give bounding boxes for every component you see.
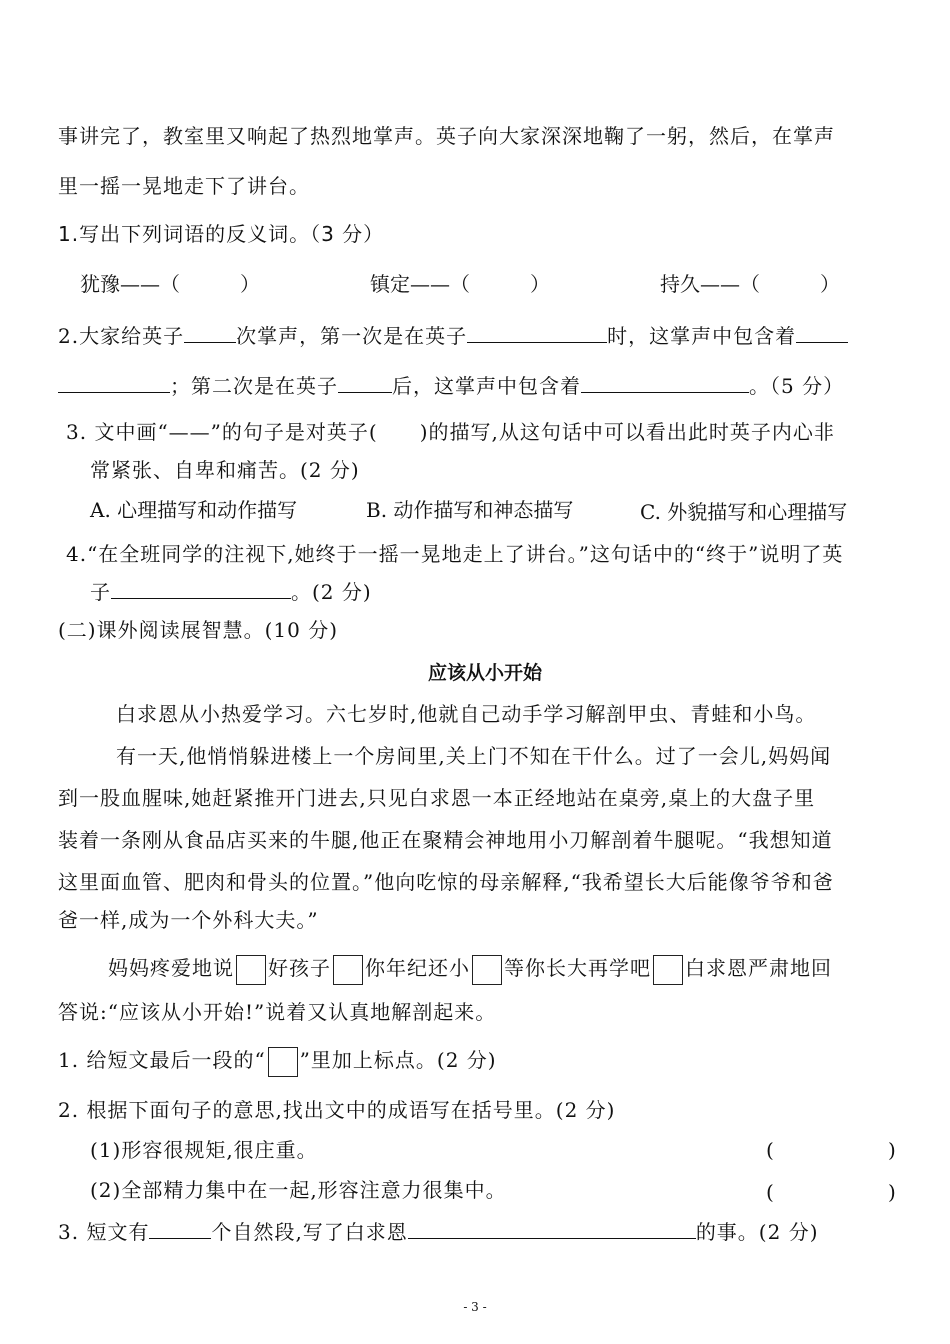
q2-blank-count[interactable] — [184, 322, 236, 343]
para1: 白求恩从小热爱学习。六七岁时,他就自己动手学习解剖甲虫、青蛙和小鸟。 — [116, 702, 817, 726]
b-q1-part-1: 1. 给短文最后一段的“ — [58, 1048, 266, 1072]
q3-option-c[interactable]: C. 外貌描写和心理描写 — [640, 500, 848, 524]
b-q2-item-1-paren-open[interactable]: ( — [766, 1138, 774, 1162]
q2-line-1 — [58, 322, 848, 350]
q4-blank[interactable] — [111, 578, 291, 599]
q2-blank-second-meaning[interactable] — [581, 372, 749, 393]
punct-box-4[interactable] — [653, 955, 683, 985]
b-q2-item-2: (2)全部精力集中在一起,形容注意力很集中。 — [90, 1178, 507, 1202]
para2-line-3: 装着一条刚从食品店买来的牛腿,他正在聚精会神地用小刀解剖着牛腿呢。“我想知道 — [58, 828, 833, 852]
q2-blank-first-meaning-a[interactable] — [796, 322, 848, 343]
para3-part-3: 你年纪还小 — [365, 956, 470, 980]
b-q1-box-icon — [268, 1047, 298, 1077]
b-q1 — [58, 1046, 497, 1077]
b-q2-item-1-paren-close[interactable]: ) — [888, 1138, 896, 1162]
para2-line-2: 到一股血腥味,她赶紧推开门进去,只见白求恩一本正经地站在桌旁,桌上的大盘子里 — [58, 786, 816, 810]
para3-part-2: 好孩子 — [268, 956, 331, 980]
q3-option-b[interactable]: B. 动作描写和神态描写 — [366, 498, 574, 522]
passage-line-2: 里一摇一晃地走下了讲台。 — [58, 174, 310, 198]
section2-heading: (二)课外阅读展智慧。(10 分) — [58, 618, 339, 642]
para2-line-5: 爸一样,成为一个外科大夫。” — [58, 908, 319, 932]
para3-line-2: 答说:“应该从小开始!”说着又认真地解剖起来。 — [58, 1000, 497, 1024]
b-q3-part-3: 的事。(2 分) — [695, 1220, 819, 1244]
b-q2-item-2-paren-open[interactable]: ( — [766, 1180, 774, 1204]
q3-option-a[interactable]: A. 心理描写和动作描写 — [90, 498, 298, 522]
q4-part-1: 子 — [90, 580, 111, 604]
b-q3-blank-event[interactable] — [408, 1218, 696, 1239]
q1-item-3: 持久——（ ） — [660, 272, 840, 296]
b-q1-part-2: ”里加上标点。(2 分) — [299, 1048, 497, 1072]
para2-line-1: 有一天,他悄悄躲进楼上一个房间里,关上门不知在干什么。过了一会儿,妈妈闻 — [116, 744, 832, 768]
b-q3-part-2: 个自然段,写了白求恩 — [211, 1220, 408, 1244]
b-q2-item-1: (1)形容很规矩,很庄重。 — [90, 1138, 318, 1162]
q2-part-4: ；第二次是在英子 — [170, 374, 338, 398]
punct-box-2[interactable] — [333, 955, 363, 985]
q2-part-3: 时，这掌声中包含着 — [607, 324, 797, 348]
q1-item-2: 镇定——（ ） — [370, 272, 550, 296]
b-q2-prompt: 2. 根据下面句子的意思,找出文中的成语写在括号里。(2 分) — [58, 1098, 616, 1122]
b-q2-item-2-paren-close[interactable]: ) — [888, 1180, 896, 1204]
para3-line-1 — [108, 954, 832, 985]
q2-blank-first-time[interactable] — [467, 322, 607, 343]
q2-part-6: 。（5 分） — [749, 374, 845, 398]
b-q3-part-1: 3. 短文有 — [58, 1220, 150, 1244]
q4-line-2 — [90, 578, 372, 606]
para2-line-4: 这里面血管、肥肉和骨头的位置。”他向吃惊的母亲解释,“我希望长大后能像爷爷和爸 — [58, 870, 834, 894]
q1-item-1: 犹豫——（ ） — [80, 272, 260, 296]
q4-part-2: 。(2 分) — [291, 580, 372, 604]
q3-line-1: 3. 文中画“——”的句子是对英子( )的描写,从这句话中可以看出此时英子内心非 — [66, 420, 835, 444]
page-number: - 3 - — [463, 1300, 487, 1314]
q2-blank-second-time[interactable] — [338, 372, 392, 393]
b-q3-blank-count[interactable] — [149, 1218, 211, 1239]
q2-blank-first-meaning-b[interactable] — [58, 372, 170, 393]
para3-part-4: 等你长大再学吧 — [504, 956, 651, 980]
q1-prompt: 1.写出下列词语的反义词。（3 分） — [58, 222, 385, 246]
passage-title: 应该从小开始 — [427, 662, 542, 684]
punct-box-3[interactable] — [472, 955, 502, 985]
q4-line-1: 4.“在全班同学的注视下,她终于一摇一晃地走上了讲台。”这句话中的“终于”说明了英 — [66, 542, 844, 566]
para3-part-1: 妈妈疼爱地说 — [108, 956, 234, 980]
passage-line-1: 事讲完了，教室里又响起了热烈地掌声。英子向大家深深地鞠了一躬，然后，在掌声 — [58, 124, 835, 148]
b-q3 — [58, 1218, 819, 1246]
punct-box-1[interactable] — [236, 955, 266, 985]
q3-line-2: 常紧张、自卑和痛苦。(2 分) — [90, 458, 360, 482]
q2-part-2: 次掌声，第一次是在英子 — [236, 324, 468, 348]
q2-part-1: 2.大家给英子 — [58, 324, 185, 348]
para3-part-5: 白求恩严肃地回 — [685, 956, 832, 980]
q2-part-5: 后，这掌声中包含着 — [392, 374, 581, 398]
q2-line-2 — [58, 372, 844, 400]
